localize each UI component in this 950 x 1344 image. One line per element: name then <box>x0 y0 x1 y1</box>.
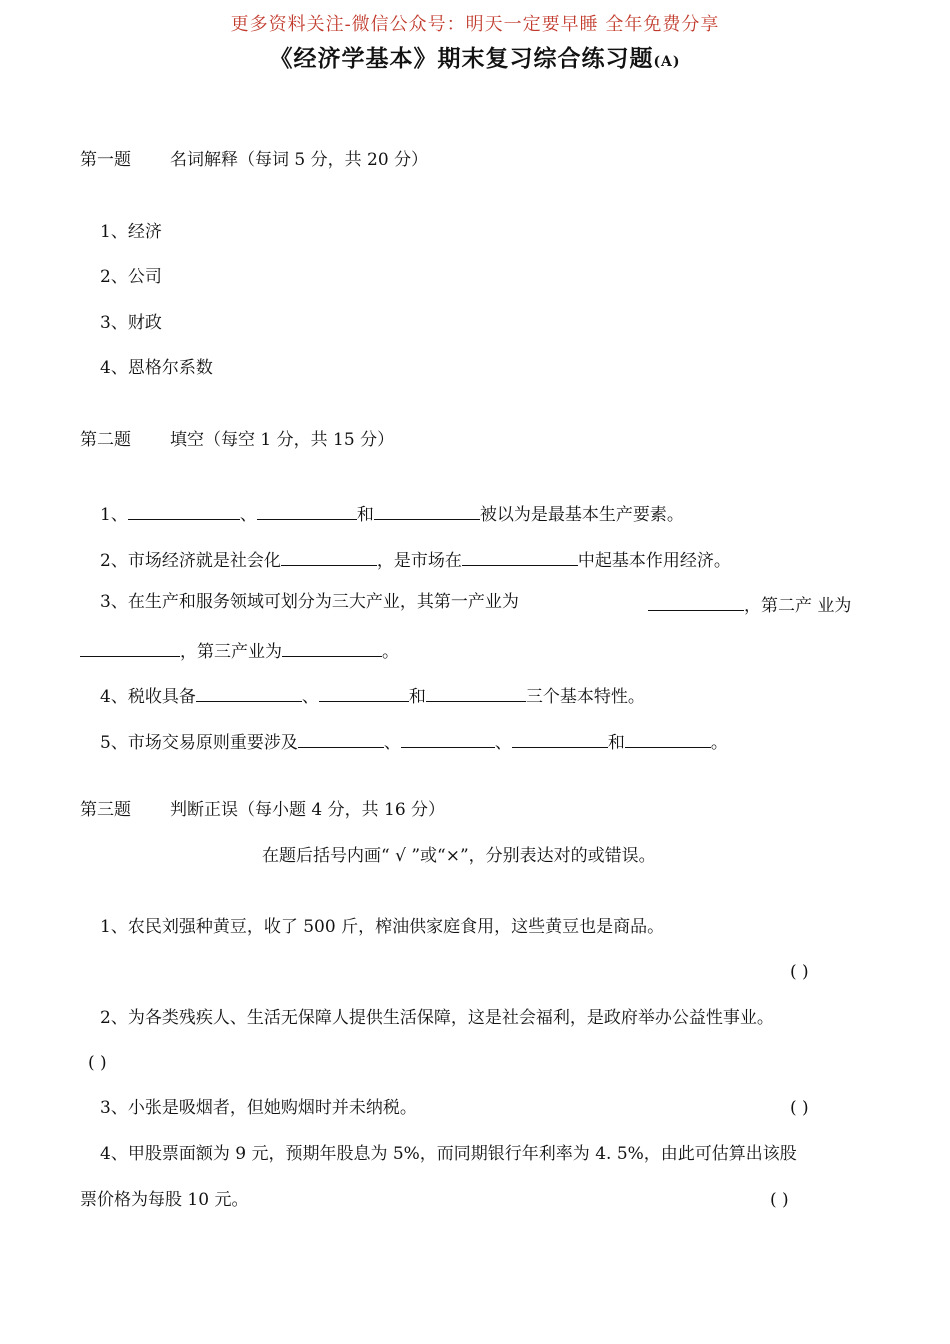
judge-question-1: 1、农民刘强种黄豆，收了 500 斤，榨油供家庭食用，这些黄豆也是商品。 <box>100 917 665 937</box>
section3-label: 第三题 <box>80 800 131 820</box>
question-text: 和 <box>408 687 426 707</box>
section3-heading: 判断正误（每小题 4 分，共 16 分） <box>170 800 446 820</box>
question-text: 4、税收具备 <box>100 687 196 707</box>
answer-blank[interactable] <box>281 549 377 566</box>
answer-blank[interactable] <box>128 503 240 520</box>
question-text: 5、市场交易原则重要涉及 <box>100 733 298 753</box>
fill-question-5 <box>100 731 728 752</box>
judge-question-4-line2: 票价格为每股 10 元。 <box>80 1190 249 1210</box>
section1-item: 3、财政 <box>100 313 162 333</box>
title-main: 《经济学基本》期末复习综合练习题 <box>269 45 654 72</box>
fill-question-2 <box>100 549 731 570</box>
question-text: 和 <box>356 505 374 525</box>
section1-item: 1、经济 <box>100 222 162 242</box>
section1-header <box>80 152 428 169</box>
answer-blank[interactable] <box>462 549 578 566</box>
question-text: 3、在生产和服务领域可划分为三大产业，其第一产业为 <box>100 592 519 612</box>
answer-blank[interactable] <box>648 594 744 611</box>
question-text: 中起基本作用经济。 <box>577 551 731 571</box>
fill-question-1 <box>100 503 684 524</box>
answer-parentheses[interactable]: ( ) <box>790 962 809 982</box>
answer-parentheses[interactable]: ( ) <box>88 1053 107 1073</box>
answer-blank[interactable] <box>282 640 382 657</box>
question-text: 、 <box>301 687 319 707</box>
answer-blank[interactable] <box>319 685 409 702</box>
judge-question-4-line1: 4、甲股票面额为 9 元，预期年股息为 5%，而同期银行年利率为 4. 5%，由此可估算出该股 <box>100 1144 797 1164</box>
question-text: ，第三产业为 <box>180 642 282 662</box>
answer-blank[interactable] <box>298 731 384 748</box>
question-text: ，第二产 业为 <box>744 596 852 616</box>
section1-heading: 名词解释（每词 5 分，共 20 分） <box>170 150 429 170</box>
section1-item: 4、恩格尔系数 <box>100 358 213 378</box>
page-title <box>0 40 950 73</box>
question-text: 三个基本特性。 <box>525 687 645 707</box>
fill-question-3-line1-end <box>648 594 851 615</box>
section2-header <box>80 432 394 449</box>
fill-question-3-line1 <box>100 594 519 611</box>
answer-parentheses[interactable]: ( ) <box>790 1098 809 1118</box>
answer-blank[interactable] <box>426 685 526 702</box>
question-text: 、 <box>494 733 512 753</box>
section2-label: 第二题 <box>80 430 131 450</box>
question-text: ，是市场在 <box>376 551 462 571</box>
question-text: 。 <box>382 642 399 662</box>
answer-blank[interactable] <box>196 685 302 702</box>
section2-heading: 填空（每空 1 分，共 15 分） <box>170 430 395 450</box>
fill-question-4 <box>100 685 645 706</box>
title-suffix: (A) <box>653 54 681 70</box>
section1-item: 2、公司 <box>100 267 162 287</box>
question-text: 和 <box>607 733 625 753</box>
answer-blank[interactable] <box>80 640 180 657</box>
answer-blank[interactable] <box>257 503 357 520</box>
answer-blank[interactable] <box>401 731 495 748</box>
question-text: 。 <box>710 733 728 753</box>
answer-parentheses[interactable]: ( ) <box>770 1190 789 1210</box>
answer-blank[interactable] <box>512 731 608 748</box>
question-text: 、 <box>383 733 401 753</box>
section3-header <box>80 802 445 819</box>
promo-banner: 更多资料关注-微信公众号：明天一定要早睡 全年免费分享 <box>230 14 720 35</box>
section1-label: 第一题 <box>80 150 131 170</box>
answer-blank[interactable] <box>625 731 711 748</box>
question-text: 2、市场经济就是社会化 <box>100 551 281 571</box>
judge-question-3: 3、小张是吸烟者，但她购烟时并未纳税。 <box>100 1098 417 1118</box>
question-text: 1、 <box>100 505 128 525</box>
answer-blank[interactable] <box>374 503 480 520</box>
question-text: 被以为是最基本生产要素。 <box>479 505 684 525</box>
question-text: 、 <box>239 505 257 525</box>
section3-instruction: 在题后括号内画“ √ ”或“×”，分别表达对的或错误。 <box>262 846 656 866</box>
fill-question-3-line2 <box>80 640 399 661</box>
judge-question-2: 2、为各类残疾人、生活无保障人提供生活保障，这是社会福利，是政府举办公益性事业。 <box>100 1008 774 1028</box>
